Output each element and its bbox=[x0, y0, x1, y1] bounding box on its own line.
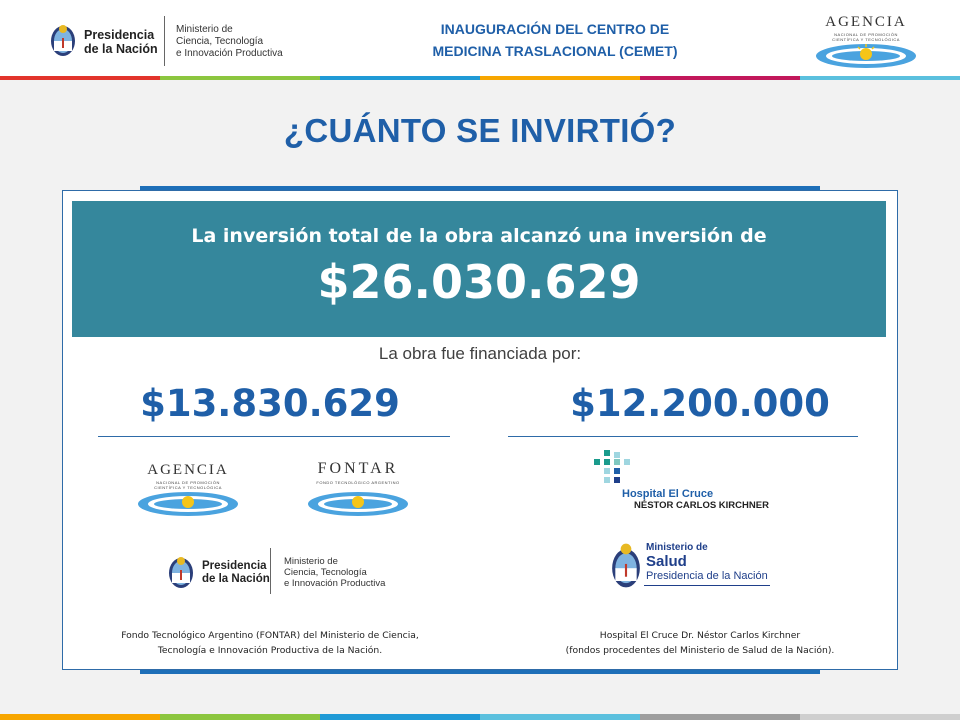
argentina-shield-icon bbox=[48, 22, 78, 58]
sun-icon bbox=[814, 42, 918, 70]
footer-stripe-gray bbox=[640, 714, 800, 720]
agencia-funder-subtitle-line2: CIENTÍFICA Y TECNOLÓGICA bbox=[154, 485, 222, 490]
event-title-line2: MEDICINA TRASLACIONAL (CEMET) bbox=[432, 43, 678, 59]
total-amount: $26.030.629 bbox=[317, 255, 641, 309]
agencia-funder-subtitle-line1: NACIONAL DE PROMOCIÓN bbox=[156, 480, 220, 485]
ministerio-line1: Ministerio de bbox=[176, 24, 233, 35]
left-caption-line1: Fondo Tecnológico Argentino (FONTAR) del Ministerio de Ciencia, bbox=[121, 630, 419, 641]
agencia-logo bbox=[808, 12, 924, 68]
fontar-wordmark: FONTAR bbox=[317, 460, 399, 477]
card-top-accent bbox=[140, 186, 820, 190]
footer-stripe-green bbox=[160, 714, 320, 720]
footer-stripe-blue bbox=[320, 714, 480, 720]
ministerio-salud-logo bbox=[608, 538, 778, 594]
left-divider bbox=[98, 436, 450, 437]
page-title: ¿CUÁNTO SE INVIRTIÓ? bbox=[283, 112, 677, 149]
agencia-subtitle-line1: NACIONAL DE PROMOCIÓN bbox=[834, 32, 898, 37]
ministerio-line2: Ciencia, Tecnología bbox=[176, 36, 264, 47]
right-funder-caption bbox=[520, 628, 880, 658]
logo-separator bbox=[270, 548, 271, 594]
argentina-shield-icon bbox=[166, 554, 196, 590]
hospital-name: Hospital El Cruce bbox=[622, 488, 714, 500]
salud-line3: Presidencia de la Nación bbox=[646, 570, 768, 582]
ministerio-funder-line1: Ministerio de bbox=[284, 556, 338, 567]
agencia-subtitle bbox=[808, 32, 924, 42]
salud-line1: Ministerio de bbox=[646, 542, 708, 553]
footer-stripe-lightgray bbox=[800, 714, 960, 720]
hospital-subname: NÉSTOR CARLOS KIRCHNER bbox=[634, 500, 769, 511]
banner-text: La inversión total de la obra alcanzó una inversión de bbox=[191, 225, 767, 247]
salud-rule bbox=[644, 585, 770, 586]
footer-stripe-orange bbox=[0, 714, 160, 720]
agencia-wordmark: AGENCIA bbox=[825, 14, 907, 30]
ministerio-funder-line2: Ciencia, Tecnología bbox=[284, 567, 367, 578]
slide-header bbox=[0, 0, 960, 80]
right-caption-line1: Hospital El Cruce Dr. Néstor Carlos Kirchner bbox=[599, 630, 801, 641]
fontar-subtitle: FONDO TECNOLÓGICO ARGENTINO bbox=[316, 480, 400, 485]
presidencia-funder-line2: de la Nación bbox=[202, 573, 270, 585]
total-investment-banner bbox=[72, 201, 886, 337]
agencia-funder-wordmark: AGENCIA bbox=[147, 462, 229, 478]
fontar-logo bbox=[298, 460, 418, 518]
ministerio-label bbox=[176, 24, 283, 60]
sun-icon bbox=[306, 490, 410, 518]
agencia-subtitle-line2: CIENTÍFICA Y TECNOLÓGICA bbox=[832, 37, 900, 42]
right-caption-line2: (fondos procedentes del Ministerio de Salud de la Nación). bbox=[565, 645, 835, 656]
left-funder-caption bbox=[90, 628, 450, 658]
event-title-line1: INAUGURACIÓN DEL CENTRO DE bbox=[440, 21, 670, 37]
argentina-shield-icon bbox=[610, 540, 642, 590]
salud-line2: Salud bbox=[646, 553, 687, 570]
logo-separator bbox=[164, 16, 165, 66]
left-caption-line2: Tecnología e Innovación Productiva de la Nación. bbox=[157, 645, 383, 656]
right-funding-amount: $12.200.000 bbox=[570, 382, 830, 425]
presidencia-label bbox=[84, 28, 158, 56]
financed-by-label: La obra fue financiada por: bbox=[378, 344, 582, 363]
ministerio-funder-label bbox=[284, 556, 385, 589]
sun-icon bbox=[136, 490, 240, 518]
presidencia-line2: de la Nación bbox=[84, 42, 158, 56]
presidencia-ministerio-funder-logo bbox=[166, 544, 406, 598]
presidencia-line1: Presidencia bbox=[84, 28, 155, 42]
presidencia-ministerio-logo bbox=[48, 14, 308, 70]
ministerio-line3: e Innovación Productiva bbox=[176, 48, 283, 59]
agencia-funder-subtitle bbox=[128, 480, 248, 490]
footer-stripe-lightblue bbox=[480, 714, 640, 720]
hospital-el-cruce-logo bbox=[590, 450, 790, 512]
ministerio-funder-line3: e Innovación Productiva bbox=[284, 578, 386, 589]
right-divider bbox=[508, 436, 858, 437]
event-title bbox=[390, 18, 720, 62]
presidencia-funder-line1: Presidencia bbox=[202, 560, 267, 572]
presidencia-funder-label bbox=[202, 560, 270, 586]
card-bottom-accent bbox=[140, 670, 820, 674]
agencia-funder-logo bbox=[128, 460, 248, 518]
left-funding-amount: $13.830.629 bbox=[140, 382, 400, 425]
